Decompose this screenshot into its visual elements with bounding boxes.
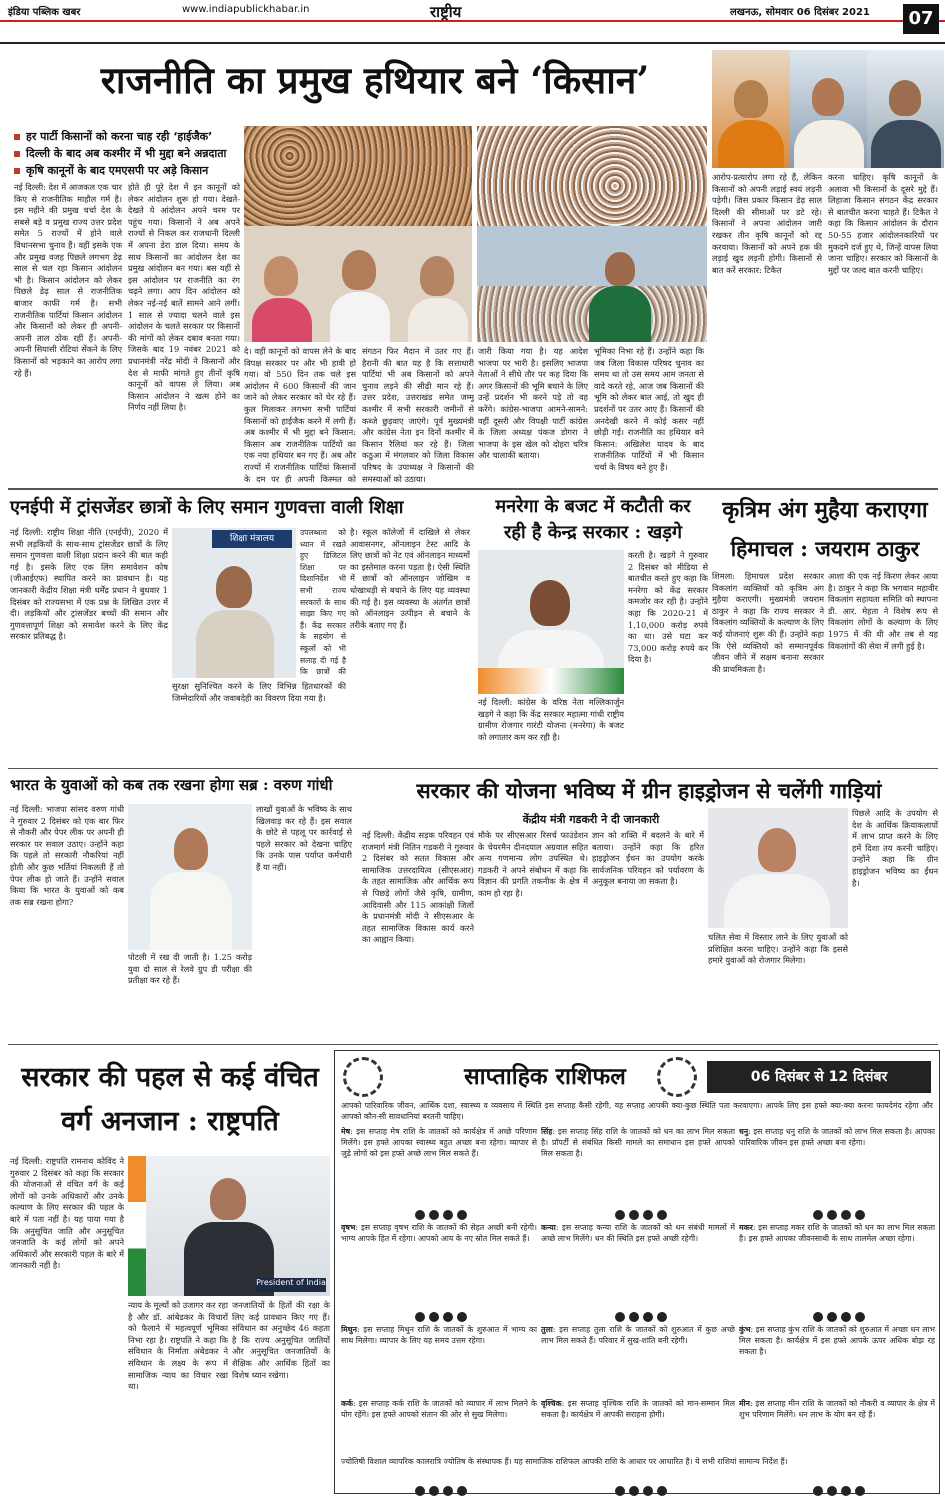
section-divider: [8, 1044, 938, 1045]
leader-photo-3: [867, 50, 944, 168]
rashi-name: तुला: [541, 1325, 553, 1334]
story6-column: नई दिल्ली: केंद्रीय सड़क परिवहन एवं राजमार्ग मंत्री नितिन गडकरी ने गुरुवार 2 दिसंबर को सतत विकास और सामाजिक उत्तरदायित्व (सीएसआर) के तहत सामाजिक और आर्थिक रूप से पिछड़े लोगों जैसे कृषि, ग्रामीण, आदिवासी और 115 आकांक्षी जिलों के प्रधानमंत्री मोदी ने सीएसआर के तहत सामाजिक विकास कार्य करने का आह्वान किया।: [362, 830, 474, 945]
divider-dots: [615, 1481, 671, 1500]
bullet-item: कृषि कानूनों के बाद एमएसपी पर अड़े किसान: [14, 162, 244, 179]
rashi-text: इस सप्ताह धनु राशि के जातकों को लाभ मिल सकता है। आपका पारिवारिक जीवन इस हफ्ते अच्छा बना रहेगा।: [739, 1127, 935, 1147]
story4-column: आशा की एक नई किरण लेकर आया है। ठाकुर ने कहा कि भगवान महावीर विकलांग सहायता समिति को स्थापना डी. आर. मेहता ने विशेष रूप से विकलांग लोगों के कल्याण के लिए 1975 में की थी और तब से यह विकलांगों की सेवा में लगी हुई है।: [828, 571, 938, 651]
story3-column: नई दिल्ली: कांग्रेस के वरिष्ठ नेता मल्लिकार्जुन खड़गे ने कहा कि केंद्र सरकार महात्मा गांधी राष्ट्रीय ग्रामीण रोजगार गारंटी योजना (मनरेगा) के बजट को लगातार कम कर रही है।: [478, 697, 624, 742]
masthead-red-rule: [0, 20, 945, 22]
section-divider: [8, 768, 938, 769]
rashi-item: मिथुन: इस सप्ताह मिथुन राशि के जातकों के शुरुआत में भाग्य का साथ मिलेगा। व्यापार के लिए यह समय उत्तम रहेगा।: [341, 1325, 537, 1345]
story1-column: आरोप-प्रत्यारोप लगा रहे हैं, लेकिन किसानों को अपनी लड़ाई स्वयं लड़नी पड़ेगी। जिस प्रकार किसान डेढ़ साल दिल्ली की सीमाओं पर डटे रहे। किसानों ने अपना आंदोलन जारी रखकर तीन कृषि कानूनों को रद्द करवाया। किसानों को अपने हक की लड़ाई खुद लड़नी होगी। किसानों से बात करें सरकार: टिकैत: [712, 172, 822, 275]
leader-photo-2: [790, 50, 867, 168]
rashifal-dates: 06 दिसंबर से 12 दिसंबर: [707, 1061, 931, 1093]
rashi-name: मेष: [341, 1127, 351, 1136]
divider-dots: [415, 1481, 471, 1500]
story6-column: मौके पर सीएसआर रिसर्च फाउंडेशन के चेयरमैन दीनदयाल अग्रवाल सहित अन्य गणमान्य लोग उपस्थित थे। गडकरी ने अपने संबोधन में कहा कि विज्ञान की प्रगति तकनीक के क्षेत्र में काम हो रहा है।: [478, 830, 588, 898]
story1-column: नई दिल्ली: देश में आजकल एक चार किए से राजनीतिक माहौल गर्म है। इस महीने की प्रमुख चर्चा देश के सबसे बड़े व प्रमुख राज्य उत्तर प्रदेश समेत 5 राज्यों में होने वाले विधानसभा चुनाव हैं। वहीं इसके एक और प्रमुख वजह पिछले लगभग डेढ़ साल से चल रहा किसान आंदोलन भी है। किसान आंदोलन को लेकर पिछले डेढ़ साल से राजनीतिक बाजार काफी गर्म है। सभी राजनीतिक पार्टियां किसान आंदोलन और किसानों को लेकर ही अपनी-अपनी ताल ठोक रहीं हैं। अपनी-अपनी सियासी रोटियां सेंकने के लिए किसानों को भड़काने का आरोप लगा रहे हैं।: [14, 182, 122, 378]
story4-headline: कृत्रिम अंग मुहैया कराएगा: [722, 497, 928, 523]
story5-headline: भारत के युवाओं को कब तक रखना होगा सब्र : वरुण गांधी: [10, 776, 333, 794]
story3-headline-line1: मनरेगा के बजट में कटौती कर: [495, 496, 691, 517]
rashifal-intro: आपको पारिवारिक जीवन, आर्थिक दशा, स्वास्थ्य व व्यवसाय में स्थिति इस सप्ताह कैसी रहेगी, यह सप्ताह आपकी क्या-कुछ स्थिति पता करवाएगा। आपके लिए इस हफ्ते क्या-क्या करना फायदेमंद रहेगा और आपको कौन-सी सावधानियां बरतनी चाहिए।: [341, 1101, 933, 1121]
story3-column: करती है। खड़गे ने गुरुवार 2 दिसंबर को मीडिया से बातचीत करते हुए कहा कि मनरेगा को केंद्र सरकार कमजोर कर रही है। उन्होंने कहा कि 2020-21 में 1,10,000 करोड़ रुपये का था। उसे घटा कर 73,000 करोड़ रुपये कर दिया है।: [628, 550, 708, 665]
section-name: राष्ट्रीय: [430, 3, 462, 21]
divider-dots: [813, 1307, 869, 1326]
rashi-item: मकर: इस सप्ताह मकर राशि के जातकों को धन का लाभ मिल सकता है। इस हफ्ते आपका जीवनसाथी के साथ तालमेल अच्छा रहेगा।: [739, 1223, 935, 1243]
story1-column: करना चाहिए। कृषि कानूनों के अलावा भी किसानों के दूसरे मुद्दे हैं। लिहाजा किसान संगठन केंद्र सरकार से बातचीत करना चाहते हैं। टिकैत ने कहा कि किसान आंदोलन के दौरान 50-55 हजार आंदोलनकारियों पर मुकदमे दर्ज हुए थे, जिन्हें वापस लिया जाना चाहिए। सरकार को किसानों के मुद्दों पर जल्द बात करनी चाहिए।: [828, 172, 938, 275]
story6-headline: सरकार की योजना भविष्य में ग्रीन हाइड्रोजन से चलेंगी गाड़ियां: [416, 778, 882, 803]
story1-headline: राजनीति का प्रमुख हथियार बने ‘किसान’: [100, 58, 650, 102]
zodiac-wheel-icon: [343, 1057, 383, 1097]
rashi-name: कर्क: [341, 1399, 353, 1408]
rashi-item: मेष: इस सप्ताह मेष राशि के जातकों को कार्यक्षेत्र में अच्छे परिणाम मिलेंगे। इस हफ्ते आपका स्वास्थ्य बहुत अच्छा बना रहेगा। व्यापार से जुड़े लोगों को इस हफ्ते अच्छे लाभ मिल सकते हैं।: [341, 1127, 537, 1158]
rashi-name: वृषभ: [341, 1223, 356, 1232]
story7-column: न्याय के मूल्यों को उजागर कर रहा है और डॉ. आंबेडकर के विचारों को फैलाने में महत्वपूर्ण भूमिका निभा रहा है। राष्ट्रपति ने कहा कि संविधान के निर्माता अंबेडकर ने संविधान के लक्ष्य के रूप में सामाजिक न्याय का विचार रखा था।: [128, 1300, 228, 1392]
rashifal-box: [334, 1050, 940, 1494]
tikait-rally-photo: [477, 226, 707, 342]
rashi-name: धनु: [739, 1127, 749, 1136]
rashi-item: मीन: इस सप्ताह मीन राशि के जातकों को नौकरी व व्यापार के क्षेत्र में शुभ परिणाम मिलेंगे। धन लाभ के योग बन रहे हैं।: [739, 1399, 935, 1419]
story2-column: नई दिल्ली: राष्ट्रीय शिक्षा नीति (एनईपी), 2020 में सभी लड़कियों के साथ-साथ ट्रांसजेंडर छात्रों के लिए समान गुणवत्ता वाली शिक्षा प्रदान करने की बात कही गई है। इसके लिए एक लिंग समावेशन कोष (जीआईएफ) स्थापित करने का प्रावधान है। यह जानकारी केंद्रीय शिक्षा मंत्री धर्मेंद्र प्रधान ने बुधवार 1 दिसंबर को राज्यसभा में एक प्रश्न के लिखित उत्तर में दी। लड़कियों और ट्रांसजेंडर बच्चों की समान और गुणवत्तापूर्ण शिक्षा को समावेश करने के लिए केंद्र सरकार प्रतिबद्ध है।: [10, 527, 168, 642]
bullet-item: दिल्ली के बाद अब कश्मीर में भी मुद्दा बने अन्नदाता: [14, 145, 244, 162]
story1-column: जारी किया गया है। यह आदेश भाजपा पर भारी है। इसलिए भाजपा नेताओं ने सीधे तौर पर कह दिया कि अगर किसानों की भूमि बचाने के लिए उन्हें प्रदर्शन भी करने पड़े तो वह करेंगे। कांग्रेस-भाजपा आमने-सामने: वहीं दूसरी और विपक्षी पार्टी कांग्रेस के जिला अध्यक्ष पंकज डोगरा ने भाजपा के इस खेल को दोहरा चरित्र और चालाकी बताया।: [478, 346, 588, 461]
rashi-text: इस सप्ताह मकर राशि के जातकों को धन का लाभ मिल सकता है। इस हफ्ते आपका जीवनसाथी के साथ तालमेल अच्छा रहेगा।: [739, 1223, 935, 1243]
divider-dots: [615, 1205, 671, 1224]
ministry-label: शिक्षा मंत्रालय: [212, 530, 292, 548]
story1-column: दे। वहीं कानूनों को वापस लेने के बाद विपक्ष सरकार पर और भी हावी हो गया। वो 550 दिन तक चले इस आंदोलन में 600 किसानों की जान जाने को लेकर सरकार को घेर रहे हैं। कुल मिलाकर लगभग सभी पार्टियां किसानों को हाईजैक करने में लगी हैं। अब कश्मीर में भी मुद्दा बने किसान: किसान अब राजनीतिक पार्टियों का एक नया हथियार बन गए हैं। अब और राज्यों में राजनीतिक पार्टियां किसानों के दम पर ही अपनी किस्मत को: [244, 346, 356, 484]
story6-subhead: केंद्रीय मंत्री गडकरी ने दी जानकारी: [522, 813, 660, 826]
masthead: [0, 0, 945, 44]
rashi-item: कुंभ: इस सप्ताह कुंभ राशि के जातकों को शुरुआत में अच्छा धन लाभ मिल सकता है। कार्यक्षेत्र में इस हफ्ते आपके ऊपर अधिक बोझ रह सकता है।: [739, 1325, 935, 1356]
story6-column: चलित सेवा में विस्तार लाने के लिए युवाओं को प्रशिक्षित करना चाहिए। उन्होंने कहा कि इससे हमारे युवाओं को रोजगार मिलेगा।: [708, 932, 848, 966]
story4-column: शिमला: हिमाचल प्रदेश सरकार विकलांग व्यक्तियों को कृत्रिम अंग मुहैया कराएगी। मुख्यमंत्री जयराम ठाकुर ने कहा कि राज्य सरकार ने विकलांग व्यक्तियों के कल्याण के लिए कई योजनाएं शुरू की हैं। उन्होंने कहा कि ऐसे व्यक्तियों को सम्मानपूर्वक जीवन जीने में सक्षम बनाना सरकार की प्राथमिकता है।: [712, 571, 824, 674]
story6-column: पिछले आदि के उपयोग से देश के आर्थिक क्रियाकलापों में लाभ प्राप्त करने के लिए हमें दिशा तय करनी चाहिए। उन्होंने कहा कि ग्रीन हाइड्रोजन भविष्य का ईंधन है।: [852, 808, 938, 888]
story7-column: नई दिल्ली: राष्ट्रपति रामनाथ कोविंद ने गुरुवार 2 दिसंबर को कहा कि सरकार की योजनाओं से वंचित वर्ग के कई लोगों को उनके अधिकारों और उनके कल्याण के लिए सरकार की पहल के बारे में पता नहीं है। यह पाया गया है कि अनुसूचित जाति और अनुसूचित जनजाति के कई लोगों को अपने अधिकारों और सरकारी पहल के बारे में जानकारी नहीं है।: [10, 1156, 124, 1271]
rashi-item: वृश्चिक: इस सप्ताह वृश्चिक राशि के जातकों को मान-सम्मान मिल सकता है। कार्यक्षेत्र में आपकी सराहना होगी।: [541, 1399, 735, 1419]
divider-dots: [813, 1205, 869, 1224]
story1-column: संगठन फिर मैदान में उतर गए हैं। हैरानी की बात यह है कि सत्ताधारी पार्टियां भी अब किसानों को अपने चुनाव लड़ने की सीढ़ी मान रहे हैं। उत्तर प्रदेश, उत्तराखंड समेत जम्मू कश्मीर में सभी सरकारी जमीनों से कब्जे छुड़वाए जाएंगे। पूर्व मुख्यमंत्री और कांग्रेस नेता इन दिनों कश्मीर में किसान रैलियां कर रहे हैं। जिला कठुआ में मंगलवार को जिला विकास परिषद के उपाध्यक्ष ने किसानों की समस्याओं को उठाया।: [362, 346, 474, 484]
zodiac-wheel-icon: [657, 1057, 697, 1097]
divider-dots: [415, 1307, 471, 1326]
paper-name: इंडिया पब्लिक खबर: [8, 7, 81, 18]
leader-photo-1: [712, 50, 790, 168]
rashi-name: सिंह: [541, 1127, 553, 1136]
rashi-name: कन्या: [541, 1223, 556, 1232]
rashi-text: इस सप्ताह तुला राशि के जातकों को शुरुआत में कुछ अच्छे लाभ मिल सकते हैं। परिवार में सुख-शांति बनी रहेगी।: [541, 1325, 735, 1345]
rashi-item: वृषभ: इस सप्ताह वृषभ राशि के जातकों की सेहत अच्छी बनी रहेगी। भाग्य आपके हित में रहेगा। आपको आय के नए स्रोत मिल सकते हैं।: [341, 1223, 537, 1243]
rashi-item: कन्या: इस सप्ताह कन्या राशि के जातकों को धन संबंधी मामलों में अच्छे लाभ मिलेंगे। धन की स्थिति इस हफ्ते अच्छी रहेगी।: [541, 1223, 735, 1243]
story7-column: जनजातियों के हितों की रक्षा के लिए कई प्रावधान किए गए हैं। संविधान का अनुच्छेद 46 कहता है कि राज्य अनुसूचित जातियों और अनुसूचित जनजातियों के शैक्षिक और आर्थिक हितों का विशेष ध्यान रखेगा।: [232, 1300, 330, 1380]
rashi-name: मिथुन: [341, 1325, 357, 1334]
rashi-name: वृश्चिक: [541, 1399, 562, 1408]
farmers-crowd-photo-1: [244, 126, 472, 226]
website-link[interactable]: www.indiapublickhabar.in: [182, 4, 310, 15]
page-number: 07: [903, 4, 939, 34]
rashi-text: इस सप्ताह कर्क राशि के जातकों को व्यापार में लाभ मिलने के योग रहेंगे। इस हफ्ते आपको संतान की ओर से सुख मिलेगा।: [341, 1399, 537, 1419]
divider-dots: [415, 1205, 471, 1224]
president-photo-caption: President of India: [256, 1278, 326, 1292]
rashi-item: सिंह: इस सप्ताह सिंह राशि के जातकों को धन का लाभ मिल सकता है। प्रॉपर्टी से संबंधित किसी मामले का समाधान इस हफ्ते आपको मिल सकता है।: [541, 1127, 735, 1158]
leaders-photo-strip: [712, 50, 944, 168]
story2-column: उपलब्धता को ध्यान में रखते हुए डिजिटल शिक्षा पर दिशानिर्देश भी सभी राज्य सरकारों के साथ साझा किए गए हैं। केंद्र सरकार के सहयोग से स्कूलों को भी सलाह दी गई है कि छात्रों की: [300, 528, 346, 677]
rashi-text: इस सप्ताह कुंभ राशि के जातकों को शुरुआत में अच्छा धन लाभ मिल सकता है। कार्यक्षेत्र में इस हफ्ते आपके ऊपर अधिक बोझ रह सकता है।: [739, 1325, 935, 1356]
rashi-item: कर्क: इस सप्ताह कर्क राशि के जातकों को व्यापार में लाभ मिलने के योग रहेंगे। इस हफ्ते आपको संतान की ओर से सुख मिलेगा।: [341, 1399, 537, 1419]
story4-subheadline: हिमाचल : जयराम ठाकुर: [730, 536, 920, 561]
divider-dots: [813, 1481, 869, 1500]
story7-headline-line2: वर्ग अनजान : राष्ट्रपति: [61, 1106, 279, 1137]
gadkari-photo: [708, 808, 848, 928]
story2-headline: एनईपी में ट्रांसजेंडर छात्रों के लिए समान गुणवत्ता वाली शिक्षा: [10, 497, 404, 518]
story1-column: भूमिका निभा रहे हैं। उन्होंने कहा कि जब जिला विकास परिषद चुनाव का समय था तो उस समय आम जनता से वादे करते रहे, आज जब किसानों की भूमि को लेकर बात आई, तो खुद ही प्रदर्शनों पर उतर आए हैं। किसानों की अनदेखी करने में कोई कसर नहीं छोड़ी गई। राजनीति का हथियार बने किसान: अखिलेश यादव के बाद राजनीतिक पार्टियों में भी किसान चर्चा के विषय बने हुए हैं।: [594, 346, 704, 472]
divider-dots: [615, 1307, 671, 1326]
story5-column: नई दिल्ली: भाजपा सांसद वरुण गांधी ने गुरुवार 2 दिसंबर को एक बार फिर से नौकरी और पेपर लीक पर अपनी ही सरकार पर सवाल उठाए। उन्होंने कहा कि पहले तो सरकारी नौकरियां नहीं होती और कुछ भर्तियां निकलती हैं तो पेपर लीक हो जाते हैं। उन्होंने सवाल किया कि भारत के युवाओं को कब तक सब्र रखना होगा?: [10, 804, 124, 907]
rashi-text: इस सप्ताह वृश्चिक राशि के जातकों को मान-सम्मान मिल सकता है। कार्यक्षेत्र में आपकी सराहना होगी।: [541, 1399, 735, 1419]
rashifal-title: साप्ताहिक राशिफल: [464, 1063, 626, 1090]
rashi-name: मीन: [739, 1399, 751, 1408]
bullet-item: हर पार्टी किसानों को करना चाह रही ‘हाईजैक’: [14, 128, 244, 145]
story5-column: लाखों युवाओं के भविष्य के साथ खिलवाड़ कर रहे हैं। इस सवाल के छोटे से पहलू पर कार्रवाई से पहले सरकार को देखना चाहिए कि उनके पास पर्याप्त कर्मचारी हैं या नहीं।: [256, 804, 352, 872]
dateline: लखनऊ, सोमवार 06 दिसंबर 2021: [730, 7, 870, 18]
rashi-text: इस सप्ताह मेष राशि के जातकों को कार्यक्षेत्र में अच्छे परिणाम मिलेंगे। इस हफ्ते आपका स्वास्थ्य बहुत अच्छा बना रहेगा। व्यापार से जुड़े लोगों को इस हफ्ते अच्छे लाभ मिल सकते हैं।: [341, 1127, 537, 1158]
rashi-name: मकर: [739, 1223, 753, 1232]
story6-column: ज्ञान को शक्ति में बदलने के बारे में बताया। उन्होंने कहा कि हरित हाइड्रोजन ईंधन का उपयोग करके सार्वजनिक परिवहन को पर्यावरण के अनुकूल बनाया जा सकता है।: [592, 830, 704, 887]
president-photo: [128, 1156, 330, 1296]
story3-headline-line2: रही है केन्द्र सरकार : खड़गे: [504, 522, 682, 543]
story2-column: है। स्कूल कॉलेजों में दाखिले से लेकर आवासनगर, ऑनलाइन टेस्ट आदि के लिए छात्रों को नेट एवं ऑनलाइन माध्यमों का इस्तेमाल करना पड़ता है। ऐसी स्थिति में छात्रों को ऑनलाइन जोखिम व धोखाधड़ी से बचाने के लिए यह व्यवस्था की गई है। इस व्यवस्था के अंतर्गत छात्रों को ऑनलाइन उत्पीड़न से बचाने के तरीके बताए गए हैं।: [350, 527, 470, 630]
farmers-crowd-photo-2: [477, 126, 707, 226]
varun-gandhi-photo: [128, 804, 252, 950]
rashi-text: इस सप्ताह सिंह राशि के जातकों को धन का लाभ मिल सकता है। प्रॉपर्टी से संबंधित किसी मामले का समाधान इस हफ्ते आपको मिल सकता है।: [541, 1127, 735, 1158]
rashi-text: इस सप्ताह वृषभ राशि के जातकों की सेहत अच्छी बनी रहेगी। भाग्य आपके हित में रहेगा। आपको आय के नए स्रोत मिल सकते हैं।: [341, 1223, 537, 1243]
story1-column: होते ही पूरे देश में इन कानूनों को लेकर आंदोलन शुरू हो गया। देखते-देखते ये आंदोलन अपने चरम पर पहुंच गया। किसानों ने अब अपने राज्यों से निकल कर राजधानी दिल्ली में अपना डेरा डाल दिया। समय के साथ किसानों का आंदोलन देश का प्रमुख आंदोलन बन गया। बस यहीं से इस आंदोलन पर राजनीति का रंग चढ़ने लगा। आप दिन आंदोलन को लेकर नई-नई बातें सामने आने लगीं। 1 साल से ज्यादा चलने वाले इस आंदोलन के चलते सरकार पर किसानों की मांगों को लेकर दबाव बनता गया। जिसके बाद 19 नवंबर 2021 को प्रधानमंत्री नरेंद्र मोदी ने किसानों और देश से माफी मांगते हुए तीनों कृषि कानूनों को वापस ले लिया। अब किसान आंदोलन ने खत्म होने का निर्णय नहीं लिया है।: [128, 182, 240, 413]
story1-bullets: [14, 128, 244, 179]
politicians-photo: [244, 226, 472, 342]
rashi-text: इस सप्ताह मिथुन राशि के जातकों के शुरुआत में भाग्य का साथ मिलेगा। व्यापार के लिए यह समय उत्तम रहेगा।: [341, 1325, 537, 1345]
minister-photo: [172, 528, 296, 678]
rashi-text: इस सप्ताह कन्या राशि के जातकों को धन संबंधी मामलों में अच्छे लाभ मिलेंगे। धन की स्थिति इस हफ्ते अच्छी रहेगी।: [541, 1223, 735, 1243]
section-divider: [8, 488, 938, 490]
rashifal-footer: ज्योतिषी विशाल व्यापरिक कालरात्रि ज्योतिष के संस्थापक हैं। यह सामाजिक राशिफल आपकी राशि के आधार पर आधारित है। ये सभी राशियां सामान्य निर्देश हैं।: [341, 1457, 788, 1466]
story2-caption: सुरक्षा सुनिश्चित करने के लिए विभिन्न हितधारकों की जिम्मेदारियों और जवाबदेही का विवरण दिया गया है।: [172, 681, 346, 703]
rashi-text: इस सप्ताह मीन राशि के जातकों को नौकरी व व्यापार के क्षेत्र में शुभ परिणाम मिलेंगे। धन लाभ के योग बन रहे हैं।: [739, 1399, 935, 1419]
story5-caption: पोटली में रख दी जाती है। 1.25 करोड़ युवा दो साल से रेलवे ग्रुप डी परीक्षा की प्रतीक्षा कर रहे हैं।: [128, 952, 252, 986]
rashi-name: कुंभ: [739, 1325, 751, 1334]
story7-headline-line1: सरकार की पहल से कई वंचित: [21, 1062, 319, 1093]
rashi-item: धनु: इस सप्ताह धनु राशि के जातकों को लाभ मिल सकता है। आपका पारिवारिक जीवन इस हफ्ते अच्छा बना रहेगा।: [739, 1127, 935, 1147]
rashi-item: तुला: इस सप्ताह तुला राशि के जातकों को शुरुआत में कुछ अच्छे लाभ मिल सकते हैं। परिवार में सुख-शांति बनी रहेगी।: [541, 1325, 735, 1345]
kharge-photo: [478, 550, 624, 694]
